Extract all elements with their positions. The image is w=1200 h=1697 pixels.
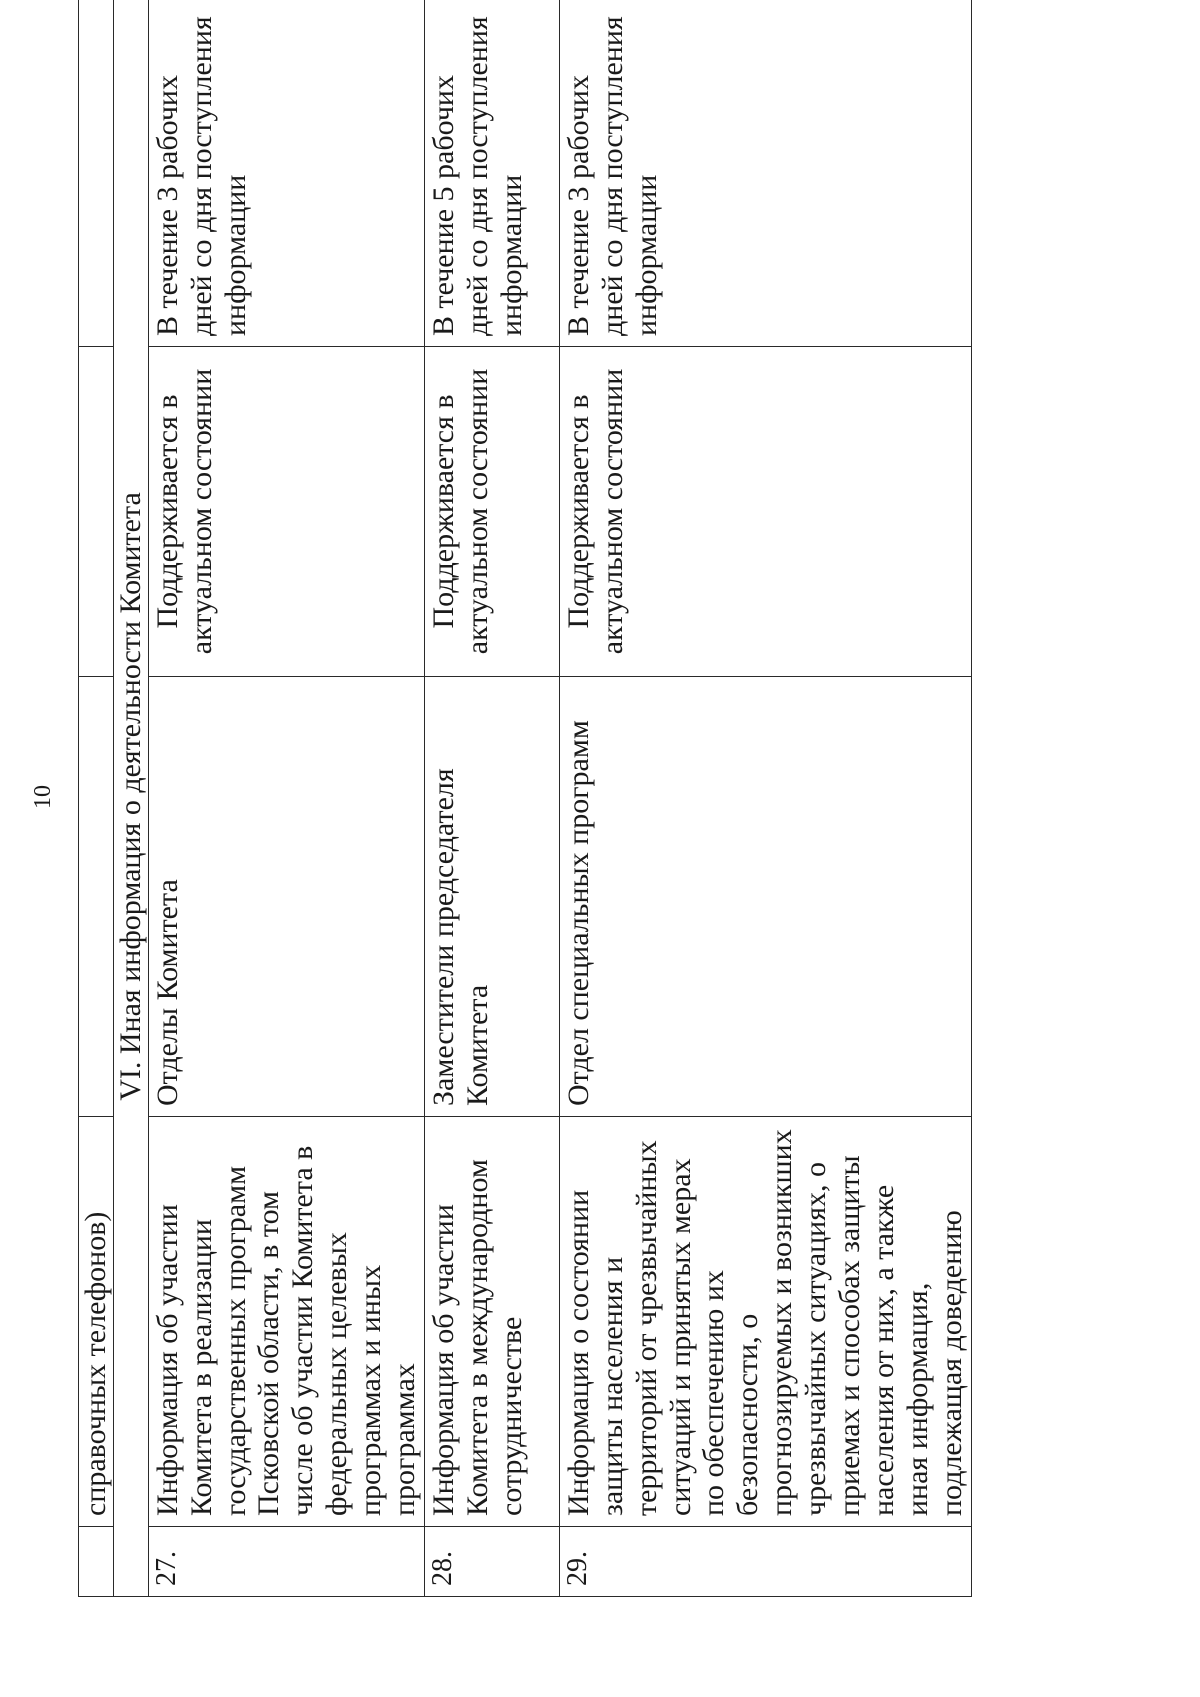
row-deadline: В течение 3 рабочих дней со дня поступления информации <box>559 0 971 347</box>
continuation-frequency-cell <box>79 347 114 677</box>
continuation-responsible-cell <box>79 677 114 1117</box>
row-frequency: Поддерживается в актуальном состоянии <box>148 347 424 677</box>
table-row <box>424 0 559 1597</box>
row-responsible: Заместители председателя Комитета <box>424 677 559 1117</box>
continuation-num-cell <box>79 1527 114 1597</box>
rotated-page <box>30 0 1108 1597</box>
row-deadline: В течение 3 рабочих дней со дня поступления информации <box>148 0 424 347</box>
info-table <box>78 0 972 1597</box>
row-responsible: Отделы Комитета <box>148 677 424 1117</box>
row-info: Информация о состоянии защиты населения и территорий от чрезвычайных ситуаций и принятых мерах по обеспечению их безопасности, о прогнозируемых и возникших чрезвычайных ситуациях, о приемах и способах защиты населения от них, а также иная информация, подлежащая доведению <box>559 1117 971 1527</box>
continuation-info-cell: справочных телефонов) <box>79 1117 114 1527</box>
row-responsible: Отдел специальных программ <box>559 677 971 1117</box>
continuation-deadline-cell <box>79 0 114 347</box>
continuation-row <box>79 0 114 1597</box>
table-row <box>559 0 971 1597</box>
row-deadline: В течение 5 рабочих дней со дня поступления информации <box>424 0 559 347</box>
row-number: 29. <box>559 1527 971 1597</box>
section-title: VI. Иная информация о деятельности Комитета <box>113 0 148 1597</box>
section-header-row <box>113 0 148 1597</box>
row-number: 28. <box>424 1527 559 1597</box>
page-number: 10 <box>30 785 56 809</box>
row-frequency: Поддерживается в актуальном состоянии <box>559 347 971 677</box>
row-frequency: Поддерживается в актуальном состоянии <box>424 347 559 677</box>
table-row <box>148 0 424 1597</box>
row-info: Информация об участии Комитета в международном сотрудничестве <box>424 1117 559 1527</box>
row-info: Информация об участии Комитета в реализации государственных программ Псковской области, в том числе об участии Комитета в федеральных целевых программах и иных программах <box>148 1117 424 1527</box>
row-number: 27. <box>148 1527 424 1597</box>
